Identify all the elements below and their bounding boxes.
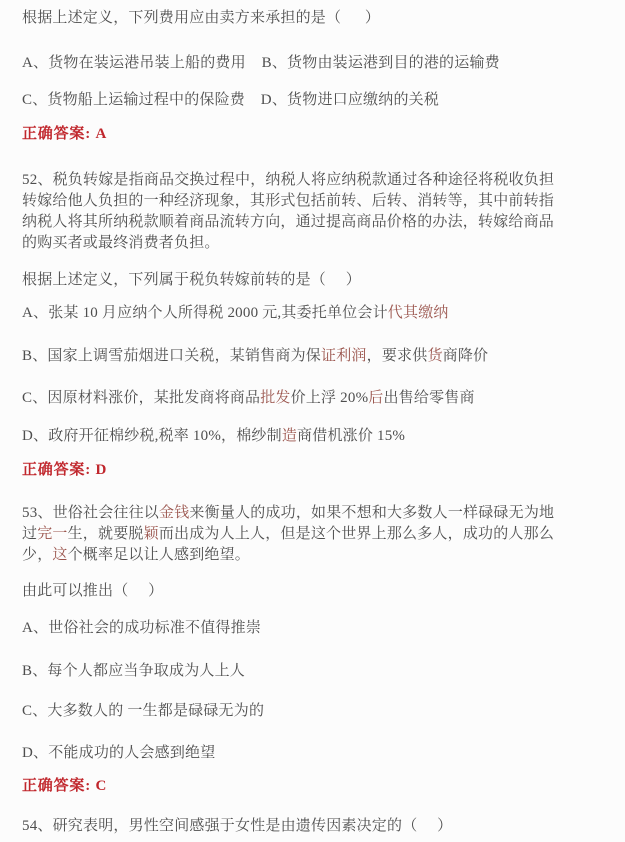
text-segment: 生，就要脱 <box>67 526 144 542</box>
q51-stem <box>22 8 610 29</box>
text-segment: 过 <box>22 526 38 542</box>
highlighted-text: 批发 <box>260 390 291 406</box>
q52-option-b <box>22 346 610 367</box>
text-segment: A、货物在装运港吊装上船的费用 B、货物由装运港到目的港的运输费 <box>22 55 500 71</box>
answer-text: D <box>95 462 108 478</box>
text-segment: B、国家上调雪茄烟进口关税，某销售商为保 <box>22 348 322 364</box>
answer-text: 正确答案: <box>22 462 96 478</box>
q53-option-d <box>22 743 610 764</box>
highlighted-text: 颖 <box>143 526 159 542</box>
q53-option-c <box>22 701 610 722</box>
q53-answer <box>22 776 610 797</box>
text-segment: 由此可以推出（ ） <box>22 583 164 599</box>
text-segment: A、张某 10 月应纳个人所得税 2000 元,其委托单位会计 <box>22 305 388 321</box>
text-segment: A、世俗社会的成功标准不值得推崇 <box>22 620 262 636</box>
q51-options-cd <box>22 90 610 111</box>
text-segment: 商降价 <box>442 348 489 364</box>
text-segment: 少， <box>22 547 53 563</box>
q54-stem <box>22 816 610 837</box>
highlighted-text: 这 <box>52 547 68 563</box>
text-segment: 54、研究表明，男性空间感强于女性是由遗传因素决定的（ ） <box>22 818 453 834</box>
text-segment: C、大多数人的 一生都是碌碌无为的 <box>22 703 265 719</box>
text-segment: D、政府开征棉纱税,税率 10%，棉纱制 <box>22 428 282 444</box>
q52-answer <box>22 460 610 481</box>
highlighted-text: 金钱 <box>159 505 190 521</box>
text-segment: 的购买者或最终消费者负担。 <box>22 235 220 251</box>
text-segment: C、因原材料涨价，某批发商将商品 <box>22 390 261 406</box>
q53-body <box>22 503 610 566</box>
q52-option-a <box>22 303 610 324</box>
text-segment: 53、世俗社会往往以 <box>22 505 160 521</box>
answer-text: 正确答案: <box>22 126 96 142</box>
q53-option-a <box>22 618 610 639</box>
text-segment: 商借机涨价 15% <box>297 428 406 444</box>
highlighted-text: 后 <box>368 390 384 406</box>
text-segment: 价上浮 20% <box>290 390 369 406</box>
text-segment: D、不能成功的人会感到绝望 <box>22 745 216 761</box>
q51-options-ab <box>22 53 610 74</box>
q52-stem <box>22 270 610 291</box>
text-segment: 根据上述定义，下列费用应由卖方来承担的是（ ） <box>22 10 381 26</box>
text-segment: ，要求供 <box>366 348 428 364</box>
text-segment: 出售给零售商 <box>383 390 475 406</box>
text-segment: 52、税负转嫁是指商品交换过程中，纳税人将应纳税款通过各种途径将税收负担 <box>22 172 555 188</box>
q52-option-d <box>22 426 610 447</box>
text-segment: 转嫁给他人负担的一种经济现象，其形式包括前转、后转、消转等，其中前转指 <box>22 193 555 209</box>
text-segment: 来衡量人的成功，如果不想和大多数人一样碌碌无为地 <box>189 505 555 521</box>
q52-body <box>22 170 610 254</box>
highlighted-text: 货 <box>427 348 443 364</box>
answer-text: 正确答案: <box>22 778 96 794</box>
text-segment: 个概率足以让人感到绝望。 <box>67 547 251 563</box>
q53-option-b <box>22 661 610 682</box>
highlighted-text: 完一 <box>37 526 68 542</box>
q53-stem <box>22 581 610 602</box>
text-segment: C、货物船上运输过程中的保险费 D、货物进口应缴纳的关税 <box>22 92 440 108</box>
answer-text: C <box>95 778 108 794</box>
q52-option-c <box>22 388 610 409</box>
answer-text: A <box>95 126 108 142</box>
text-segment: 而出成为人上人，但是这个世界上那么多人，成功的人那么 <box>158 526 555 542</box>
text-segment: B、每个人都应当争取成为人上人 <box>22 663 246 679</box>
highlighted-text: 代其缴纳 <box>387 305 449 321</box>
q51-answer <box>22 124 610 145</box>
highlighted-text: 造 <box>281 428 298 444</box>
text-segment: 纳税人将其所纳税款顺着商品流转方向，通过提高商品价格的办法，转嫁给商品 <box>22 214 555 230</box>
highlighted-text: 证利润 <box>321 348 367 364</box>
text-segment: 根据上述定义，下列属于税负转嫁前转的是（ ） <box>22 272 361 288</box>
